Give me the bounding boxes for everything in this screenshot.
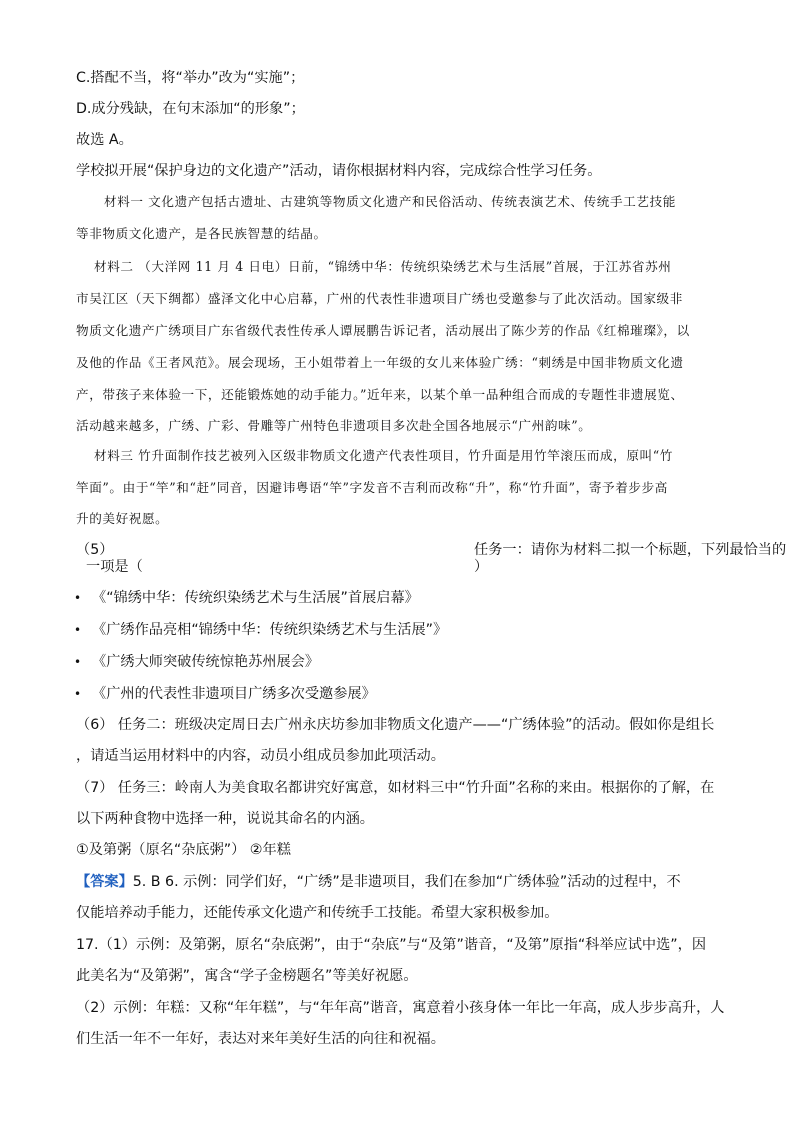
bullet-icon: • bbox=[74, 591, 82, 605]
answer-line6: 们生活一年不一年好，表达对来年美好生活的向往和祝福。 bbox=[76, 1031, 445, 1047]
q5-close-paren: ） bbox=[474, 559, 489, 575]
q7-line1: （7） 任务三：岭南人为美食取名都讲究好寓意，如材料三中“竹升面”名称的来由。根据你的了解，在 bbox=[76, 780, 715, 796]
answer-line5: （2）示例：年糕：又称“年年糕”，与“年年高”谐音，寓意着小孩身体一年比一年高，成人步步高升，人 bbox=[76, 1000, 725, 1016]
answer-line4: 此美名为“及第粥”，寓含“学子金榜题名”等美好祝愿。 bbox=[76, 968, 418, 984]
q5-continuation: 一项是（ bbox=[86, 559, 143, 575]
bullet-icon: • bbox=[74, 623, 82, 637]
q5-option-c: 《广绣大师突破传统惊艳苏州展会》 bbox=[92, 654, 320, 670]
material2-line5: 产，带孩子来体验一下，还能锻炼她的动手能力。”近年来，以某个单一品种组合而成的专题性非遗展览、 bbox=[76, 387, 684, 402]
answer-tag: 【答案】 bbox=[76, 874, 133, 890]
answer-text: 5. B 6. 示例：同学们好，“广绣”是非遗项目，我们在参加“广绣体验”活动的过程中，不 bbox=[132, 874, 681, 890]
material1-line1: 材料一 文化遗产包括古遗址、古建筑等物质文化遗产和民俗活动、传统表演艺术、传统手工艺技能 bbox=[104, 194, 676, 209]
q5-option-b: 《广绣作品亮相“锦绣中华：传统织染绣艺术与生活展”》 bbox=[92, 622, 448, 638]
answer-line3: 17.（1）示例：及第粥，原名“杂底粥”，由于“杂底”与“及第”谐音，“及第”原指“科举应试中选”，因 bbox=[76, 937, 707, 953]
q5-number: （5） bbox=[76, 542, 114, 558]
q6-line1: （6） 任务二：班级决定周日去广州永庆坊参加非物质文化遗产——“广绣体验”的活动。假如你是组长 bbox=[76, 717, 715, 733]
answer-line1 bbox=[76, 872, 681, 892]
material2-line2: 市吴江区（天下绸都）盛泽文化中心启幕，广州的代表性非遗项目广绣也受邀参与了此次活动。国家级非 bbox=[76, 291, 683, 306]
material3-line2: 竿面”。由于“竿”和“赶”同音，因避讳粤语“竿”字发音不吉利而改称“升”，称“竹升面”，寄予着步步高 bbox=[76, 480, 668, 495]
material1-line2: 等非物质文化遗产，是各民族智慧的结晶。 bbox=[76, 226, 327, 241]
material2-line3: 物质文化遗产广绣项目广东省级代表性传承人谭展鹏告诉记者，活动展出了陈少芳的作品《红棉璀璨》，以 bbox=[76, 323, 690, 338]
bullet-icon: • bbox=[74, 687, 82, 701]
q6-line2: ，请适当运用材料中的内容，动员小组成员参加此项活动。 bbox=[76, 748, 445, 764]
material3-line3: 升的美好祝愿。 bbox=[76, 511, 169, 526]
q5-option-a: 《“锦绣中华：传统织染绣艺术与生活展”首展启幕》 bbox=[92, 590, 419, 606]
q5-option-d: 《广州的代表性非遗项目广绣多次受邀参展》 bbox=[92, 686, 376, 702]
q7-line2: 以下两种食物中选择一种，说说其命名的内涵。 bbox=[76, 811, 374, 827]
material3-line1: 材料三 竹升面制作技艺被列入区级非物质文化遗产代表性项目，竹升面是用竹竿滚压而成，原叫“竹 bbox=[94, 448, 673, 463]
bullet-icon: • bbox=[74, 655, 82, 669]
q7-food-choices: ①及第粥（原名“杂底粥”） ②年糕 bbox=[76, 842, 291, 858]
answer-line2: 仅能培养动手能力，还能传承文化遗产和传统手工技能。希望大家积极参加。 bbox=[76, 905, 559, 921]
material2-line6: 活动越来越多，广绣、广彩、骨雕等广州特色非遗项目多次赴全国各地展示“广州韵味”。 bbox=[76, 418, 592, 433]
line-answer-a: 故选 A。 bbox=[76, 132, 133, 148]
material2-line4: 及他的作品《王者风范》。展会现场，王小姐带着上一年级的女儿来体验广绣：“刺绣是中国非物质文化遗 bbox=[76, 355, 684, 370]
activity-intro: 学校拟开展“保护身边的文化遗产”活动，请你根据材料内容，完成综合性学习任务。 bbox=[76, 163, 602, 179]
line-option-d: D.成分残缺，在句末添加“的形象”； bbox=[76, 101, 305, 117]
line-option-c: C.搭配不当，将“举办”改为“实施”； bbox=[76, 70, 305, 86]
q5-task: 任务一：请你为材料二拟一个标题，下列最恰当的 bbox=[474, 542, 787, 558]
material2-line1: 材料二 （大洋网 11 月 4 日电）日前，“锦绣中华：传统织染绣艺术与生活展”首展，于江苏省苏州 bbox=[94, 259, 672, 274]
